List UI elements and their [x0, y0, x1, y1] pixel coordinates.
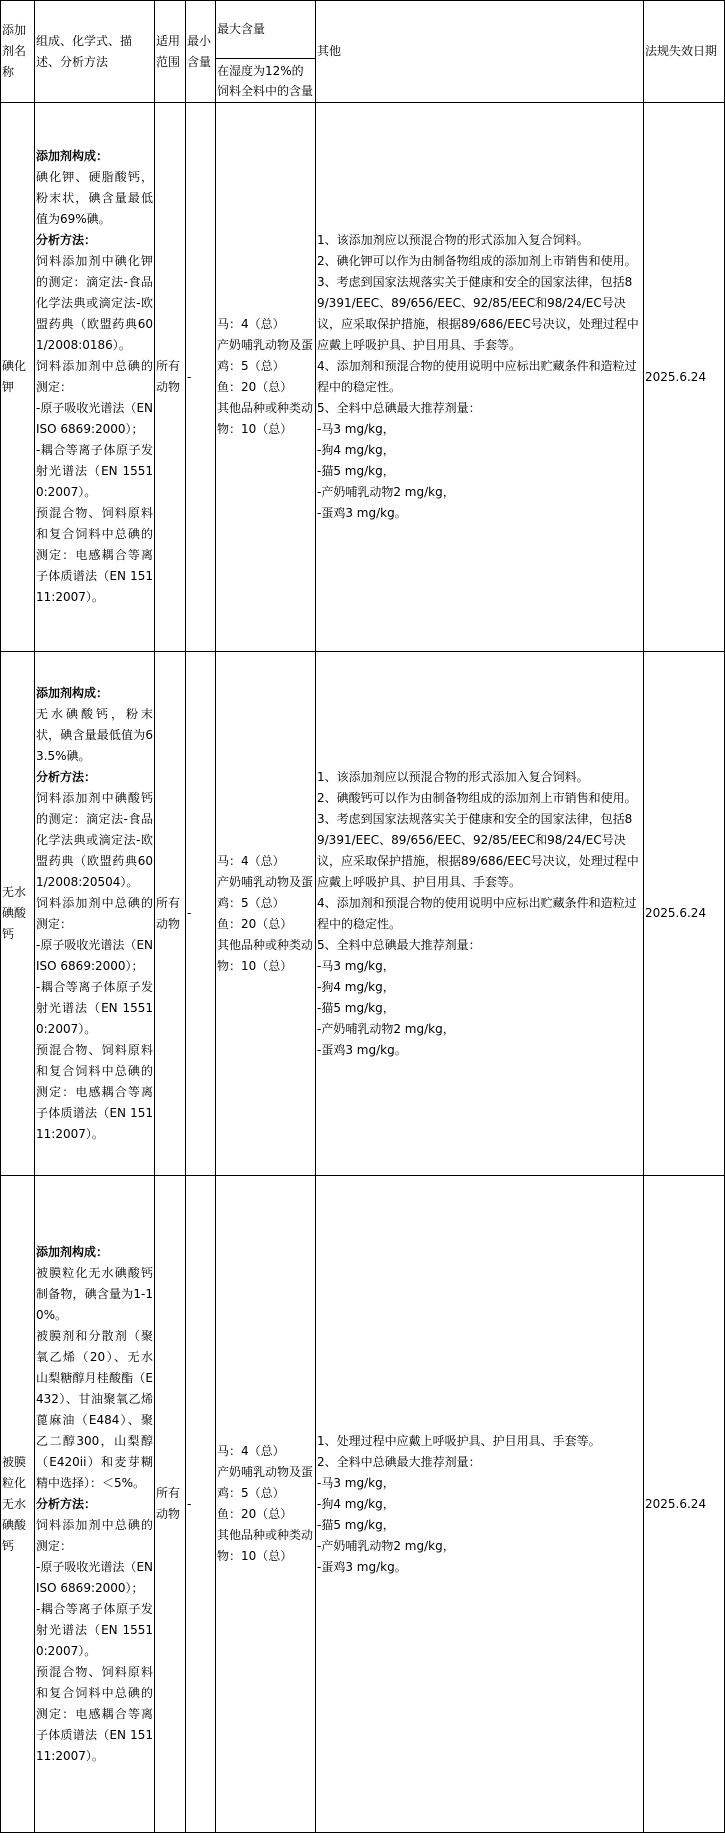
composition-description: 无水碘酸钙，粉末状，碘含量最低值为63.5%碘。: [36, 706, 153, 763]
other-cell: [316, 1176, 644, 1833]
analysis-heading: 分析方法：: [36, 1496, 97, 1511]
composition-heading: 添加剂构成：: [36, 1244, 109, 1259]
other-line: 4、添加剂和预混合物的使用说明中应标出贮藏条件和造粒过程中的稳定性。: [317, 359, 637, 394]
other-line: 5、全料中总碘最大推荐剂量：: [317, 401, 481, 415]
other-cell: [316, 652, 644, 1176]
other-line: -蛋鸡3 mg/kg。: [317, 506, 407, 520]
analysis-method: 饲料添加剂中总碘的测定：: [36, 359, 153, 394]
max-content-cell: [216, 103, 316, 652]
other-line: 1、该添加剂应以预混合物的形式添加入复合饲料。: [317, 769, 589, 784]
other-line: -猫5 mg/kg，: [317, 1000, 395, 1015]
scope-cell: 所有动物: [155, 1176, 186, 1833]
max-line: 鸡：5（总）: [217, 895, 285, 910]
other-line: -马3 mg/kg，: [317, 1475, 395, 1490]
other-line: 3、考虑到国家法规落实关于健康和安全的国家法律，包括89/391/EEC、89/656/EEC、92/85/EEC和98/24/EC号决议，应采取保护措施，根据89/686/EEC号决议，处理过程中应戴上呼吸护具、护目用具、手套等。: [317, 811, 639, 889]
max-line: 鱼：20（总）: [217, 380, 293, 394]
analysis-method: -原子吸收光谱法（EN ISO 6869:2000）；: [36, 401, 153, 436]
analysis-method: 饲料添加剂中总碘的测定：: [36, 895, 153, 931]
expiry-cell: 2025.6.24: [644, 652, 725, 1176]
composition-cell: [35, 103, 155, 652]
other-line: -产奶哺乳动物2 mg/kg，: [317, 485, 455, 499]
max-line: 产奶哺乳动物及蛋: [217, 338, 314, 352]
analysis-method: -耦合等离子体原子发射光谱法（EN 15510:2007）。: [36, 443, 153, 499]
header-other: 其他: [316, 1, 644, 103]
other-line: -产奶哺乳动物2 mg/kg，: [317, 1538, 455, 1553]
analysis-method: 饲料添加剂中碘化钾的测定：滴定法-食品化学法典或滴定法-欧盟药典（欧盟药典601/2008:0186）。: [36, 254, 153, 352]
additive-name: 碘化钾: [1, 103, 35, 652]
other-line: -猫5 mg/kg，: [317, 1517, 395, 1532]
max-line: 物：10（总）: [217, 1549, 293, 1563]
analysis-method: 饲料添加剂中碘酸钙的测定：滴定法-食品化学法典或滴定法-欧盟药典（欧盟药典601/2008:20504）。: [36, 790, 153, 889]
table-row: [1, 1176, 725, 1833]
max-line: 鸡：5（总）: [217, 1486, 285, 1500]
composition-cell: [35, 1176, 155, 1833]
additive-name: 被膜粒化无水碘酸钙: [1, 1176, 35, 1833]
max-line: 物：10（总）: [217, 958, 293, 973]
composition-description: 碘化钾、硬脂酸钙，粉末状，碘含量最低值为69%碘。: [36, 170, 153, 226]
max-line: 鸡：5（总）: [217, 359, 285, 373]
scope-cell: 所有动物: [155, 652, 186, 1176]
header-scope: 适用范围: [155, 1, 186, 103]
analysis-method: -耦合等离子体原子发射光谱法（EN 15510:2007）。: [36, 979, 153, 1036]
max-line: 鱼：20（总）: [217, 916, 293, 931]
composition-description: 被膜粒化无水碘酸钙制备物，碘含量为1-10%。: [36, 1265, 153, 1322]
header-additive-name: 添加剂名称: [1, 1, 35, 103]
other-line: -狗4 mg/kg，: [317, 979, 395, 994]
composition-description: 被膜剂和分散剂（聚氧乙烯（20）、无水山梨糖醇月桂酸酯（E432）、甘油聚氧乙烯蓖麻油（E484）、聚乙二醇300，山梨醇（E420ii）和麦芽糊精中选择）：＜5%。: [36, 1328, 153, 1490]
max-line: 产奶哺乳动物及蛋: [217, 1465, 314, 1479]
composition-heading: 添加剂构成：: [36, 685, 109, 700]
other-line: 2、碘化钾可以作为由制备物组成的添加剂上市销售和使用。: [317, 254, 637, 268]
max-line: 马：4（总）: [217, 853, 285, 868]
other-line: -蛋鸡3 mg/kg。: [317, 1042, 407, 1057]
header-min-content: 最小含量: [186, 1, 216, 103]
table-row: [1, 652, 725, 1176]
min-content-cell: -: [186, 1176, 216, 1833]
other-line: 4、添加剂和预混合物的使用说明中应标出贮藏条件和造粒过程中的稳定性。: [317, 895, 637, 931]
other-line: -蛋鸡3 mg/kg。: [317, 1559, 407, 1574]
min-content-cell: -: [186, 103, 216, 652]
scope-cell: 所有动物: [155, 103, 186, 652]
expiry-cell: 2025.6.24: [644, 1176, 725, 1833]
header-max-content: 最大含量: [216, 1, 316, 59]
other-line: -马3 mg/kg，: [317, 958, 395, 973]
other-line: 3、考虑到国家法规落实关于健康和安全的国家法律，包括89/391/EEC、89/656/EEC、92/85/EEC和98/24/EC号决议，应采取保护措施，根据89/686/EEC号决议，处理过程中应戴上呼吸护具、护目用具、手套等。: [317, 275, 639, 352]
analysis-method: 预混合物、饲料原料和复合饲料中总碘的测定：电感耦合等离子体质谱法（EN 15111:2007）。: [36, 1042, 153, 1141]
additive-name: 无水碘酸钙: [1, 652, 35, 1176]
max-content-cell: [216, 652, 316, 1176]
other-line: -产奶哺乳动物2 mg/kg，: [317, 1021, 455, 1036]
other-line: -狗4 mg/kg，: [317, 443, 395, 457]
table-row: [1, 103, 725, 652]
other-line: 2、碘酸钙可以作为由制备物组成的添加剂上市销售和使用。: [317, 790, 637, 805]
max-line: 物：10（总）: [217, 422, 293, 436]
max-line: 马：4（总）: [217, 1444, 285, 1458]
analysis-method: -原子吸收光谱法（EN ISO 6869:2000）；: [36, 1559, 153, 1595]
composition-cell: [35, 652, 155, 1176]
header-composition: 组成、化学式、描述、分析方法: [35, 1, 155, 103]
analysis-heading: 分析方法：: [36, 769, 97, 784]
header-expiry: 法规失效日期: [644, 1, 725, 103]
other-line: 2、全料中总碘最大推荐剂量：: [317, 1454, 481, 1469]
expiry-cell: 2025.6.24: [644, 103, 725, 652]
other-line: 1、处理过程中应戴上呼吸护具、护目用具、手套等。: [317, 1433, 601, 1448]
max-line: 其他品种或种类动: [217, 937, 314, 952]
analysis-method: 预混合物、饲料原料和复合饲料中总碘的测定：电感耦合等离子体质谱法（EN 15111:2007）。: [36, 506, 153, 604]
header-max-content-sub: 在湿度为12%的饲料全料中的含量: [216, 59, 316, 103]
other-line: -猫5 mg/kg，: [317, 464, 395, 478]
analysis-method: -原子吸收光谱法（EN ISO 6869:2000）；: [36, 937, 153, 973]
min-content-cell: -: [186, 652, 216, 1176]
analysis-method: 饲料添加剂中总碘的测定：: [36, 1517, 153, 1553]
other-line: -狗4 mg/kg，: [317, 1496, 395, 1511]
analysis-method: 预混合物、饲料原料和复合饲料中总碘的测定：电感耦合等离子体质谱法（EN 15111:2007）。: [36, 1664, 153, 1763]
other-cell: [316, 103, 644, 652]
max-line: 鱼：20（总）: [217, 1507, 293, 1521]
other-line: 1、该添加剂应以预混合物的形式添加入复合饲料。: [317, 233, 589, 247]
other-line: -马3 mg/kg，: [317, 422, 395, 436]
other-line: 5、全料中总碘最大推荐剂量：: [317, 937, 481, 952]
max-line: 其他品种或种类动: [217, 401, 314, 415]
analysis-heading: 分析方法：: [36, 233, 97, 247]
max-line: 马：4（总）: [217, 317, 285, 331]
max-line: 产奶哺乳动物及蛋: [217, 874, 314, 889]
max-content-cell: [216, 1176, 316, 1833]
composition-heading: 添加剂构成：: [36, 149, 109, 163]
max-line: 其他品种或种类动: [217, 1528, 314, 1542]
analysis-method: -耦合等离子体原子发射光谱法（EN 15510:2007）。: [36, 1601, 153, 1658]
